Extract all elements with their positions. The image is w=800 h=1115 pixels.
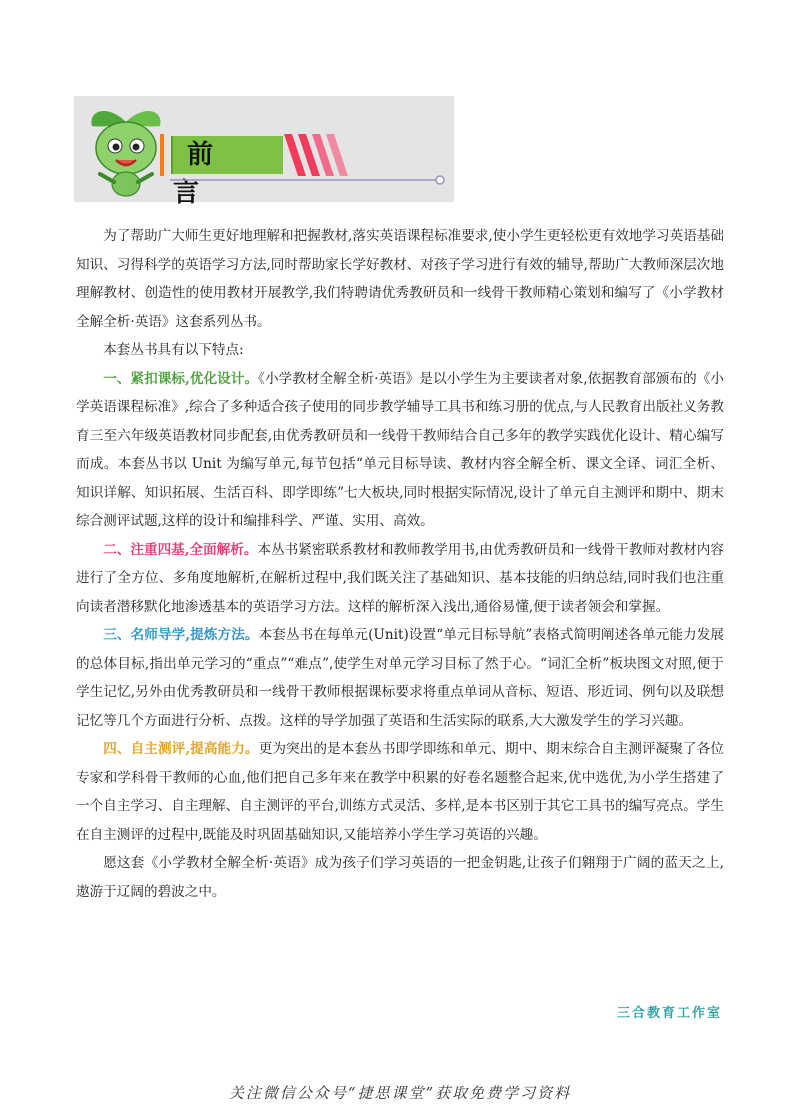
feature-heading-2: 二、注重四基,全面解析。 (103, 541, 258, 558)
footer-note: 关注微信公众号“捷思课堂”获取免费学习资料 (228, 1084, 572, 1102)
paragraph-feature-1: 一、紧扣课标,优化设计。《小学教材全解全析·英语》是以小学生为主要读者对象,依据教育部颁布的《小学英语课程标准》,综合了多种适合孩子使用的同步教学辅导工具书和练习册的优点,与人民教育出版社义务教育三至六年级英语教材同步配套,由优秀教研员和一线骨干教师结合自己多年的教学实践优化设计、精心编写而成。本套丛书以 Unit 为编写单元,每节包括“单元目标导读、教材内容全解全析、课文全译、词汇全析、知识详解、知识拓展、生活百科、即学即练”七大板块,同时根据实际情况,设计了单元自主测评和期中、期末综合测评试题,这样的设计和编排科学、严谨、实用、高效。 (76, 370, 724, 529)
paragraph-closing: 愿这套《小学教材全解全析·英语》成为孩子们学习英语的一把金钥匙,让孩子们翱翔于广阔的蓝天之上,遨游于辽阔的碧波之中。 (76, 855, 724, 900)
diagonal-stripes-decoration (282, 134, 352, 176)
orange-accent-bar (160, 134, 164, 176)
feature-heading-4: 四、自主测评,提高能力。 (103, 741, 259, 757)
paragraph-feature-4: 四、自主测评,提高能力。更为突出的是本套丛书即学即练和单元、期中、期末综合自主测评凝聚了各位专家和学科骨干教师的心血,他们把自己多年来在教学中积累的好卷名题整合起来,优中选优,为小学生搭建了一个自主学习、自主理解、自主测评的平台,训练方式灵活、多样,是本书区别于其它工具书的编写亮点。学生在自主测评的过程中,既能及时巩固基础知识,又能培养小学生学习英语的兴趣。 (76, 741, 725, 843)
paragraph-feature-3: 三、名师导学,提炼方法。本套丛书在每单元(Unit)设置“单元目标导航”表格式简明阐述各单元能力发展的总体目标,指出单元学习的“重点”“难点”,使学生对单元学习目标了然于心。“词汇全析”板块图文对照,便于学生记忆,另外由优秀教研员和一线骨干教师根据课标要求将重点单词从音标、短语、形近词、例句以及联想记忆等几个方面进行分析、点拨。这样的导学加强了英语和生活实际的联系,大大激发学生的学习兴趣。 (76, 627, 725, 729)
publisher-signature: 三合教育工作室 (616, 1006, 722, 1021)
preface-body (76, 222, 724, 906)
paragraph-intro: 为了帮助广大师生更好地理解和把握教材,落实英语课程标准要求,使小学生更轻松更有效地学习英语基础知识、习得科学的英语学习方法,同时帮助家长学好教材、对孩子学习进行有效的辅导,帮助广大教师深层次地理解教材、创造性的使用教材开展教学,我们特聘请优秀教研员和一线骨干教师精心策划和编写了《小学教材全解全析·英语》这套系列丛书。 (76, 228, 724, 330)
feature-heading-1: 一、紧扣课标,优化设计。 (103, 370, 259, 387)
title-underline-decoration (170, 175, 446, 185)
feature-heading-3: 三、名师导学,提炼方法。 (103, 627, 259, 643)
title-box (171, 136, 283, 208)
page-title: 前 言 (173, 140, 228, 208)
paragraph-features-lead: 本套丛书具有以下特点: (103, 342, 244, 358)
paragraph-feature-2: 二、注重四基,全面解析。本丛书紧密联系教材和教师教学用书,由优秀教研员和一线骨干教师对教材内容进行了全方位、多角度地解析,在解析过程中,我们既关注了基础知识、基本技能的归纳总结,同时我们也注重向读者潜移默化地渗透基本的英语学习方法。这样的解析深入浅出,通俗易懂,便于读者领会和掌握。 (76, 541, 724, 615)
